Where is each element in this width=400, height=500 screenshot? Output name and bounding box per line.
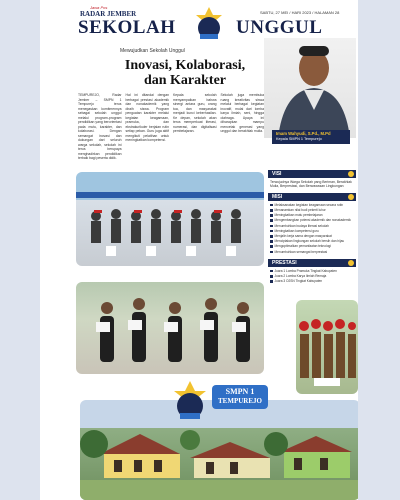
- headline-line-2: dan Karakter: [143, 73, 227, 88]
- principal-figure-icon: [264, 38, 356, 138]
- sekolah-unggul-badge-icon: [192, 6, 226, 42]
- list-item: Meningkatkan mutu pembelajaran: [270, 213, 354, 217]
- star-icon: [348, 260, 354, 266]
- bullet-icon: [270, 225, 273, 228]
- newspaper-page: [40, 0, 358, 500]
- list-item: Menumbuhkan semangat berprestasi: [270, 250, 354, 254]
- article-column-4: [221, 93, 265, 173]
- group-photo-students: [76, 172, 264, 266]
- title-right: UNGGUL: [236, 17, 323, 38]
- school-badge-icon: [170, 380, 210, 422]
- star-icon: [348, 171, 354, 177]
- article-column-3: [173, 93, 217, 173]
- bullet-icon: [270, 245, 273, 248]
- headline-line-1: Inovasi, Kolaborasi,: [124, 58, 246, 73]
- prestasi-list: [268, 267, 356, 289]
- article-headline: [90, 58, 280, 88]
- column-4-text: Sekolah juga membuka ruang kreativitas siswa melalui berbagai kegiatan inovatif, mulai dari lomba karya ilmiah, seni, hingga olahraga. Upaya ini diharapkan mampu mencetak generasi yang unggul dan berakhlak mulia.: [220, 93, 264, 133]
- misi-heading: MISI: [272, 193, 283, 200]
- principal-photo: [264, 38, 356, 138]
- list-item: Meningkatkan kompetensi guru: [270, 229, 354, 233]
- star-icon: [348, 194, 354, 200]
- visi-text: Terwujudnya Warga Sekolah yang Beriman, Berakhlak Mulia, Berprestasi, dan Berwawasan Lingkungan: [270, 180, 352, 189]
- list-item: Mengoptimalkan pemanfaatan teknologi: [270, 244, 354, 248]
- bullet-icon: [270, 209, 273, 212]
- visi-heading-bar: [268, 170, 356, 178]
- info-panel: [268, 170, 356, 288]
- principal-role: Kepala SMPN 1 Tempurejo: [276, 137, 322, 141]
- prestasi-heading-bar: [268, 259, 356, 267]
- bullet-icon: [270, 219, 273, 222]
- certificates-figures-icon: [76, 282, 264, 374]
- misi-list: [268, 201, 356, 259]
- title-left: SEKOLAH: [78, 17, 176, 38]
- principal-caption: [272, 130, 350, 144]
- list-item: Juara 3 O2SN Tingkat Kabupaten: [270, 279, 354, 283]
- visi-heading: VISI: [272, 171, 282, 177]
- school-building-photo: [80, 400, 358, 500]
- article-kicker: Mewujudkan Sekolah Unggul: [120, 48, 185, 54]
- bullet-icon: [270, 270, 273, 273]
- school-name-line-2: TEMPUREJO: [218, 397, 262, 405]
- list-item: Juara 2 Lomba Karya Ilmiah Remaja: [270, 274, 354, 278]
- list-item: Melaksanakan kegiatan keagamaan secara rutin: [270, 203, 354, 207]
- column-1-text: TEMPUREJO, Radar Jember – SMPN 1 Tempurejo terus menegaskan komitmennya sebagai sekolah unggul melalui program-program pendidikan yang berorientasi pada mutu, karakter, dan kolaborasi. Dengan semangat inovasi dan dukungan dari seluruh warga sekolah, sekolah ini terus berupaya menghadirkan pendidikan terbaik bagi peserta didik.: [78, 93, 122, 160]
- principal-name: Imam Wahyudi, S.Pd., M.Pd: [276, 131, 331, 136]
- bullet-icon: [270, 204, 273, 207]
- misi-heading-bar: [268, 193, 356, 201]
- school-name-line-1: SMPN 1: [225, 387, 255, 396]
- bullet-icon: [270, 214, 273, 217]
- prestasi-heading: PRESTASI: [272, 259, 297, 266]
- right-margin: [358, 0, 400, 500]
- list-item: Menciptakan lingkungan sekolah bersih dan hijau: [270, 239, 354, 243]
- list-item: Menumbuhkan budaya literasi sekolah: [270, 224, 354, 228]
- scouts-figures-icon: [296, 300, 358, 394]
- bullet-icon: [270, 235, 273, 238]
- column-2-text: Hal ini ditandai dengan berbagai prestasi akademik dan nonakademik yang diraih siswa. Program penguatan karakter melalui kegiatan keagamaan, pramuka, dan ekstrakurikuler berjalan rutin setiap pekan. Guru juga aktif mengikuti pelatihan untuk meningkatkan kompetensi.: [125, 93, 169, 142]
- bullet-icon: [270, 251, 273, 254]
- edition-date: SABTU, 27 MEI / HARI 2023 / HALAMAN 28: [260, 10, 340, 15]
- radar-tag: Jawa Pos: [90, 5, 108, 10]
- list-item: Menjalin kerja sama dengan masyarakat: [270, 234, 354, 238]
- bullet-icon: [270, 230, 273, 233]
- list-item: Menanamkan nilai budi pekerti luhur: [270, 208, 354, 212]
- list-item: Juara 1 Lomba Pramuka Tingkat Kabupaten: [270, 269, 354, 273]
- school-building-icon: [80, 400, 358, 500]
- article-body: [78, 93, 264, 173]
- column-3-text: Kepala sekolah menyampaikan bahwa sinergi antara guru, orang tua, dan masyarakat menjadi kunci keberhasilan. Ke depan, sekolah akan terus memperkuat literasi, numerasi, dan digitalisasi pembelajaran.: [173, 93, 217, 133]
- article-column-1: [78, 93, 122, 173]
- group-photo-figures-icon: [76, 172, 264, 266]
- bullet-icon: [270, 275, 273, 278]
- bullet-icon: [270, 240, 273, 243]
- bullet-icon: [270, 280, 273, 283]
- school-name-banner: [212, 385, 268, 409]
- radar-logo: RADAR JEMBER: [80, 10, 137, 18]
- students-certificates-photo: [76, 282, 264, 374]
- left-margin: [0, 0, 40, 500]
- list-item: Mengembangkan potensi akademik dan nonakademik: [270, 218, 354, 222]
- scouts-photo: [296, 300, 358, 394]
- article-column-2: [126, 93, 170, 173]
